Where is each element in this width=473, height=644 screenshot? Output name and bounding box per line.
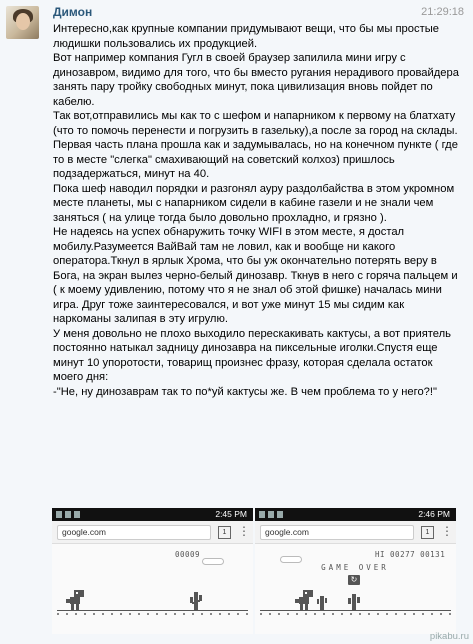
vertical-dots-icon[interactable]: ⋮ xyxy=(238,524,250,538)
cactus-icon xyxy=(190,592,202,610)
dinosaur-icon[interactable] xyxy=(293,590,315,612)
notification-icons xyxy=(259,511,283,518)
vertical-dots-icon[interactable]: ⋮ xyxy=(441,524,453,538)
avatar-face xyxy=(16,13,30,30)
paragraph: Вот например компания Гугл в своей браузер запилила мини игру с динозавром, видимо для того, что бы вместо ругания нерадивого провайдера занять пару тройку свободных минут, пока цивилизация вновь пойдет по кабелю. xyxy=(53,52,459,108)
notification-icon xyxy=(56,511,62,518)
paragraph: Интересно,как крупные компании придумывают вещи, что бы мы простые людишки пользовались их продукцией. xyxy=(53,23,439,50)
notification-icon xyxy=(277,511,283,518)
cloud-icon xyxy=(280,556,302,563)
tab-switcher-button[interactable]: 1 xyxy=(421,526,434,539)
url-field[interactable]: google.com xyxy=(260,525,414,540)
paragraph: Так вот,отправились мы как то с шефом и напарником к первому на блатхату (что то помочь перенести и погрузить в газельку),а после за город на склады. xyxy=(53,110,458,137)
avatar[interactable] xyxy=(6,6,39,39)
screenshots[interactable] xyxy=(52,508,456,634)
game-score: 00009 xyxy=(175,550,201,559)
notification-icon xyxy=(74,511,80,518)
ground-texture xyxy=(260,613,451,615)
restart-icon[interactable]: ↻ xyxy=(348,575,360,585)
notification-icon xyxy=(268,511,274,518)
game-score: HI 00277 00131 xyxy=(375,550,446,559)
status-time: 2:46 PM xyxy=(418,509,450,519)
cactus-icon xyxy=(317,596,327,610)
paragraph: У меня довольно не плохо выходило перескакивать кактусы, а вот приятель постоянно натыкал задницу динозавра на пиксельные иголки.Спустя еще минут 10 упоротости, товарищ произнес фразу, которая сделала остаток моего дня: xyxy=(53,327,451,383)
ground-line xyxy=(57,610,248,611)
ground-texture xyxy=(57,613,248,615)
watermark: pikabu.ru xyxy=(429,631,469,642)
browser-toolbar xyxy=(255,521,456,544)
phone-screenshot-2[interactable] xyxy=(255,508,456,634)
paragraph: Пока шеф наводил порядки и разгонял ауру раздолбайства в этом укромном месте планеты, мы с напарником сидели в кабине газели и не знали чем заняться ( на улице тогда было довольно прохладно, и грязно ). xyxy=(53,182,455,224)
status-bar xyxy=(52,508,253,521)
notification-icon xyxy=(65,511,71,518)
browser-toolbar xyxy=(52,521,253,544)
cloud-icon xyxy=(202,558,224,565)
message-body xyxy=(53,22,461,399)
game-over-text: GAME OVER xyxy=(321,563,389,572)
author-name[interactable]: Димон xyxy=(53,5,93,19)
notification-icons xyxy=(56,511,80,518)
dinosaur-icon[interactable] xyxy=(64,590,86,612)
cactus-icon xyxy=(347,594,361,610)
status-bar xyxy=(255,508,456,521)
message-time[interactable]: 21:29:18 xyxy=(421,6,464,18)
notification-icon xyxy=(259,511,265,518)
paragraph: -"Не, ну динозаврам так то по*уй кактусы же. В чем проблема то у него?!" xyxy=(53,385,437,398)
status-time: 2:45 PM xyxy=(215,509,247,519)
paragraph: Не надеясь на успех обнаружить точку WIFI в этом месте, я достал мобилу.Разумеется ВайВай там не ловил, как и вообще ни какого оператора.Ткнул в ярлык Хрома, что бы уж окончательно потерять веру в Бога, на экран вылез черно-белый динозавр. Ткнув в него с горяча пальцем и ( к моему удивлению, потому что я не знал об этой фишке) началась мини игра. Друг тоже заинтересовался, и вот уже минут 15 мы сидим как наркоманы залипая в эту игрулю. xyxy=(53,226,458,325)
url-field[interactable]: google.com xyxy=(57,525,211,540)
paragraph: Первая часть плана прошла как и задумывалась, но на конечном пункте ( где то в месте "слегка" смахивающий на советский колхоз) пришлось подзадержаться, минут на 40. xyxy=(53,139,458,180)
tab-switcher-button[interactable]: 1 xyxy=(218,526,231,539)
phone-screenshot-1[interactable] xyxy=(52,508,253,634)
ground-line xyxy=(260,610,451,611)
